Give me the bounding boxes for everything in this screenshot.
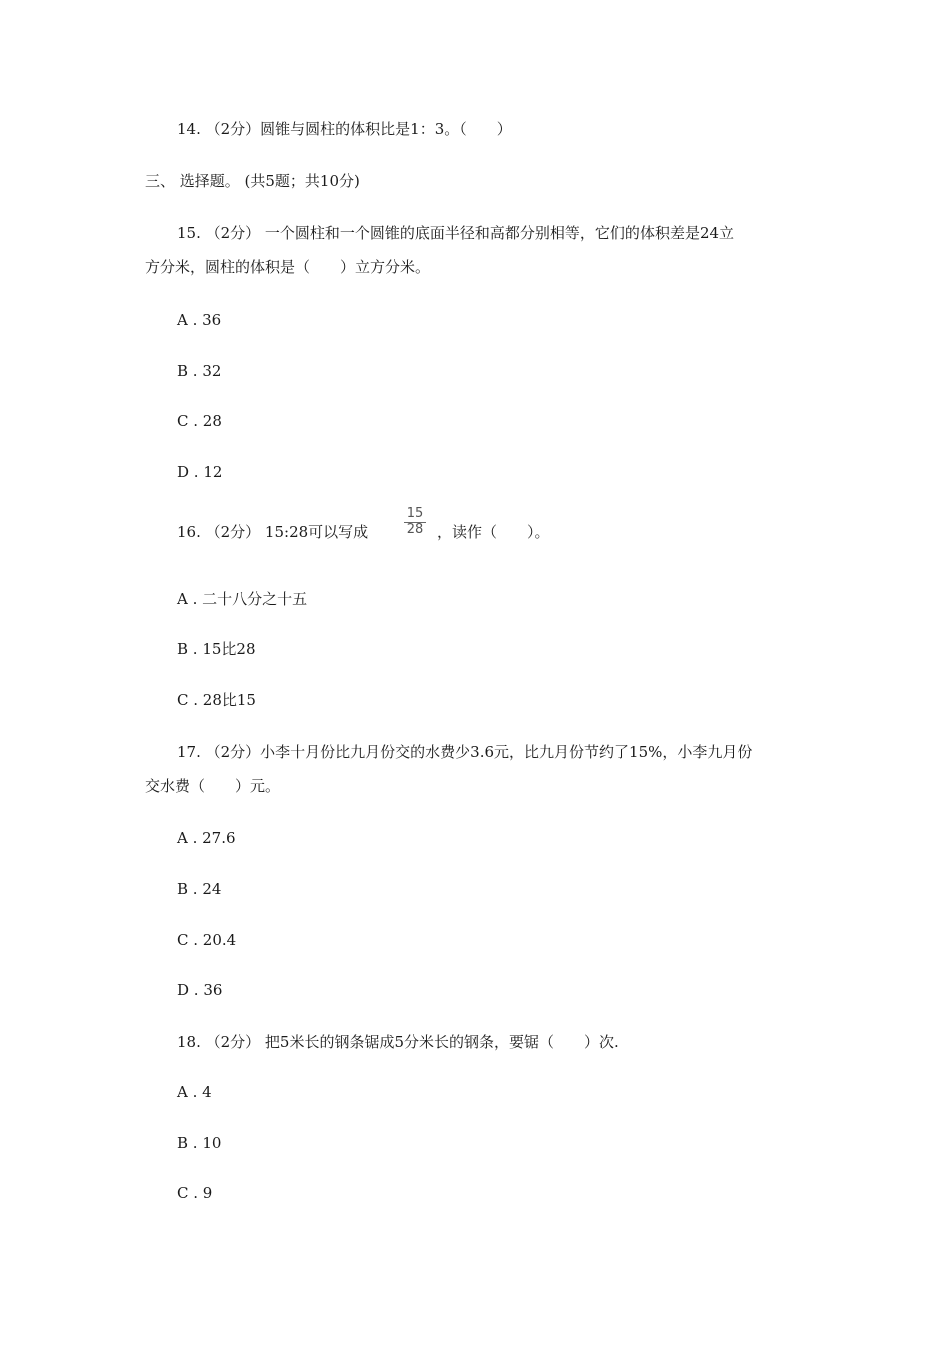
- question-16-option-c[interactable]: C . 28比15: [177, 691, 256, 709]
- section-3-title: 三、 选择题。 (共5题；共10分): [145, 172, 360, 190]
- question-18-option-c[interactable]: C . 9: [177, 1184, 213, 1202]
- question-15-stem-line2: 方分米，圆柱的体积是（ ）立方分米。: [145, 258, 431, 276]
- question-17-stem-line1: 17. （2分）小李十月份比九月份交的水费少3.6元，比九月份节约了15%，小李九月份: [177, 743, 753, 761]
- question-17-stem-line2: 交水费（ ）元。: [145, 777, 281, 795]
- fraction-numerator: 15: [406, 506, 424, 521]
- question-17-option-a[interactable]: A . 27.6: [177, 829, 236, 847]
- question-17-option-b[interactable]: B . 24: [177, 880, 222, 898]
- question-18-stem: 18. （2分） 把5米长的钢条锯成5分米长的钢条，要锯（ ）次.: [177, 1033, 619, 1051]
- fraction-denominator: 28: [406, 522, 424, 537]
- fraction-15-28: [404, 507, 426, 537]
- question-15-option-c[interactable]: C . 28: [177, 412, 222, 430]
- question-15-option-d[interactable]: D . 12: [177, 463, 223, 481]
- question-15-option-a[interactable]: A . 36: [177, 311, 222, 329]
- question-16-stem-before: 16. （2分） 15:28可以写成: [177, 523, 369, 541]
- question-16-option-b[interactable]: B . 15比28: [177, 640, 256, 658]
- question-17-option-d[interactable]: D . 36: [177, 981, 223, 999]
- question-16-option-a[interactable]: A . 二十八分之十五: [177, 590, 308, 608]
- question-14-stem: 14. （2分）圆锥与圆柱的体积比是1：3。（ ）: [177, 120, 512, 138]
- question-17-option-c[interactable]: C . 20.4: [177, 931, 237, 949]
- question-18-option-a[interactable]: A . 4: [177, 1083, 212, 1101]
- question-18-option-b[interactable]: B . 10: [177, 1134, 222, 1152]
- question-16-stem-after: ，读作（ ）。: [437, 523, 550, 541]
- question-15-stem-line1: 15. （2分） 一个圆柱和一个圆锥的底面半径和高都分别相等，它们的体积差是24立: [177, 224, 735, 242]
- question-15-option-b[interactable]: B . 32: [177, 362, 222, 380]
